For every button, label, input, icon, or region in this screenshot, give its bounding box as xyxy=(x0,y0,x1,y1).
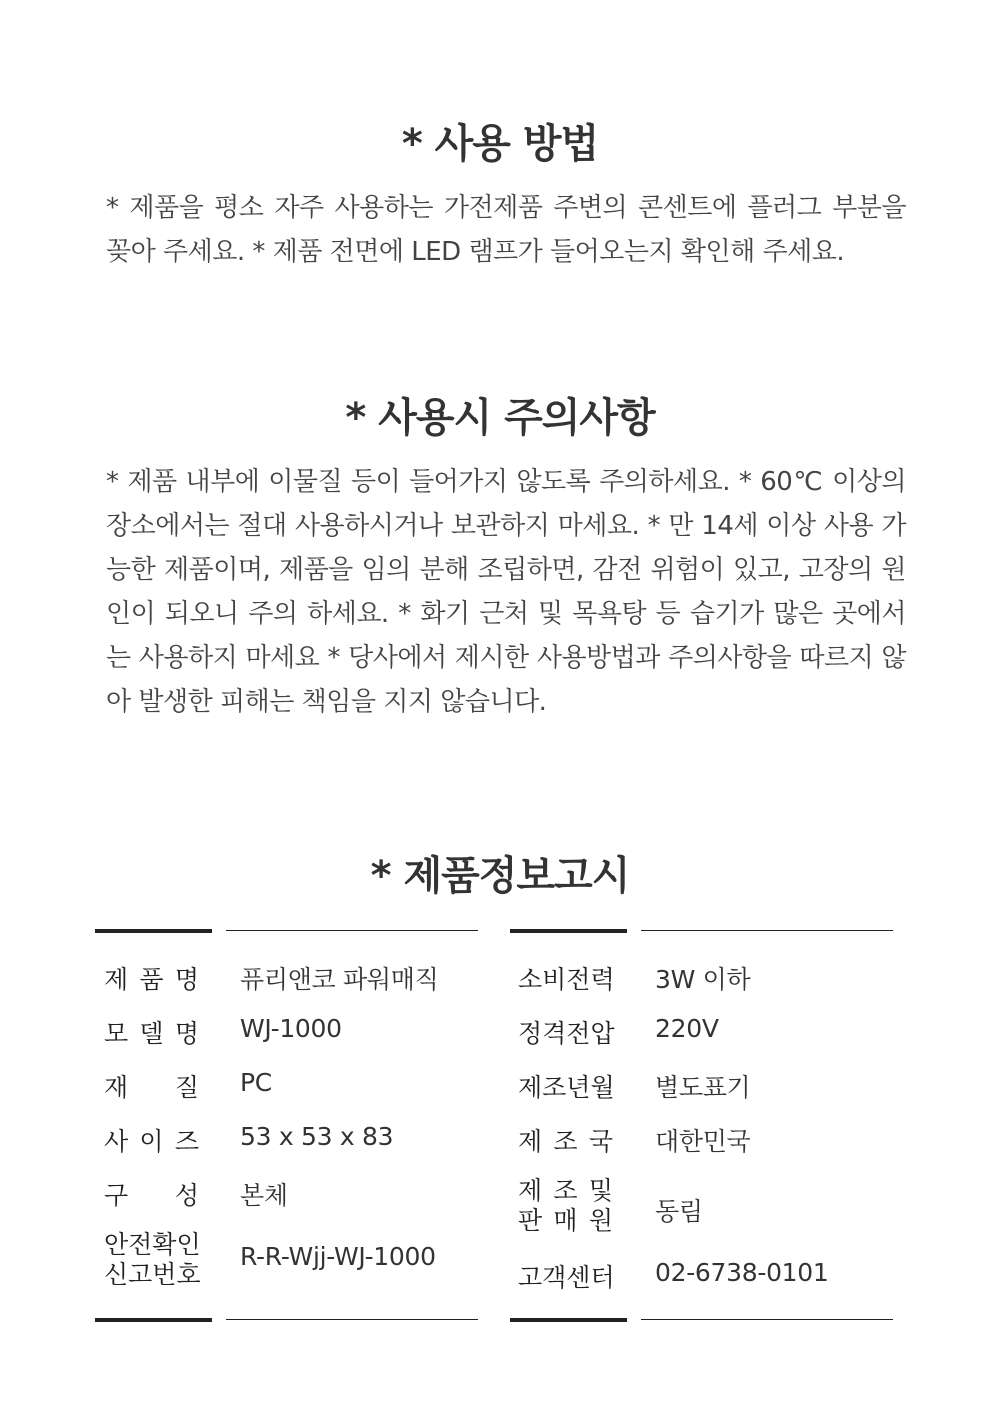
usage-title: * 사용 방법 xyxy=(401,121,599,167)
value-power-consumption: 3W 이하 xyxy=(655,965,751,994)
value-manufacturer-seller: 동림 xyxy=(655,1197,703,1226)
value-material: PC xyxy=(240,1068,272,1097)
label-customer-center: 고객센터 xyxy=(518,1263,615,1292)
caution-title: * 사용시 주의사항 xyxy=(345,395,655,441)
label-material: 재 질 xyxy=(104,1073,199,1102)
value-customer-center: 02-6738-0101 xyxy=(655,1258,829,1287)
label-model-name: 모 델 명 xyxy=(104,1019,199,1048)
value-safety-number: R-R-Wjj-WJ-1000 xyxy=(240,1242,436,1271)
label-manufacturer-seller: 제 조 및 판 매 원 xyxy=(518,1176,613,1235)
table-rule-bottom-right-value xyxy=(641,1319,893,1320)
value-product-name: 퓨리앤코 파워매직 xyxy=(240,965,439,994)
usage-text: * 제품을 평소 자주 사용하는 가전제품 주변의 콘센트에 플러그 부분을 꽂아 주세요. * 제품 전면에 LED 램프가 들어오는지 확인해 주세요. xyxy=(106,193,906,267)
label-composition: 구 성 xyxy=(104,1181,199,1210)
label-size: 사 이 즈 xyxy=(104,1127,199,1156)
caution-text: * 제품 내부에 이물질 등이 들어가지 않도록 주의하세요. * 60℃ 이상의 장소에서는 절대 사용하시거나 보관하지 마세요. * 만 14세 이상 사용 가능한 제품이며, 제품을 임의 분해 조립하면, 감전 위험이 있고, 고장의 원인이 되오니 주의 하세요. * 화기 근처 및 목욕탕 등 습기가 많은 곳에서는 사용하지 마세요 * 당사에서 제시한 사용방법과 주의사항을 따르지 않아 발생한 피해는 책임을 지지 않습니다. xyxy=(106,467,906,717)
table-rule-top-right-value xyxy=(641,930,893,931)
table-rule-top-left-label xyxy=(95,929,212,933)
label-rated-voltage: 정격전압 xyxy=(518,1019,615,1048)
value-size: 53 x 53 x 83 xyxy=(240,1122,394,1151)
table-rule-bottom-left-value xyxy=(226,1319,478,1320)
table-rule-top-right-label xyxy=(510,929,627,933)
value-rated-voltage: 220V xyxy=(655,1014,719,1043)
label-power-consumption: 소비전력 xyxy=(518,965,615,994)
label-manufacture-date: 제조년월 xyxy=(518,1073,615,1102)
table-rule-bottom-right-label xyxy=(510,1318,627,1322)
table-rule-top-left-value xyxy=(226,930,478,931)
label-country: 제 조 국 xyxy=(518,1127,613,1156)
label-safety-number: 안전확인 신고번호 xyxy=(104,1230,201,1289)
label-product-name: 제 품 명 xyxy=(104,965,199,994)
value-manufacture-date: 별도표기 xyxy=(655,1073,751,1102)
value-composition: 본체 xyxy=(240,1181,288,1210)
table-rule-bottom-left-label xyxy=(95,1318,212,1322)
value-country: 대한민국 xyxy=(655,1127,751,1156)
value-model-name: WJ-1000 xyxy=(240,1014,342,1043)
info-title: * 제품정보고시 xyxy=(370,853,630,899)
